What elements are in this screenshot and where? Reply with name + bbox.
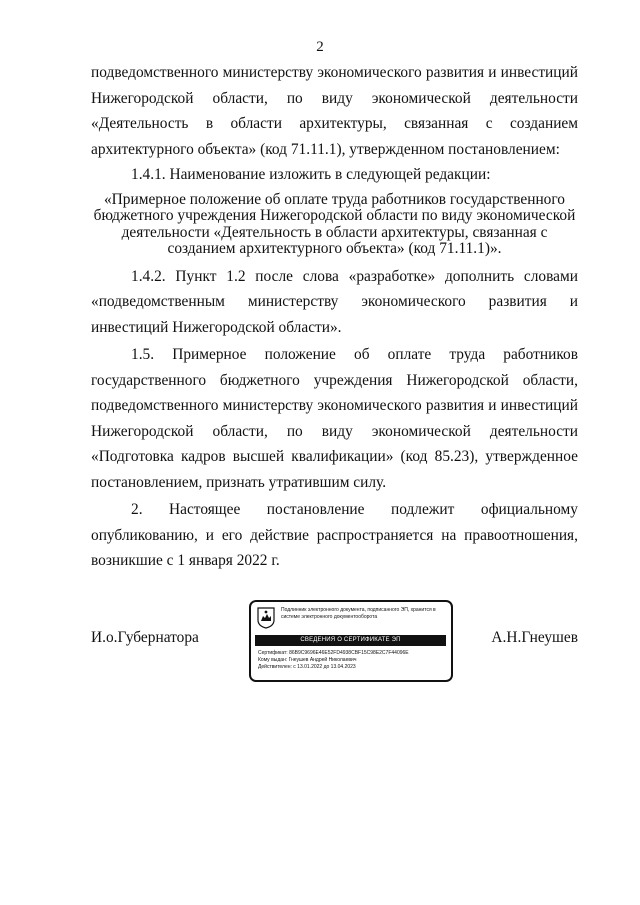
stamp-certificate: Сертификат: 86B9C9696E46E52FD4938CBF15C98E2C7F44096E [258,650,409,656]
stamp-header-text: Подлинник электронного документа, подписанного ЭП, хранится в системе электронного документооборота [281,607,436,620]
paragraph-2: 2. Настоящее постановление подлежит официальному опубликованию, и его действие распространяется на правоотношения, возникшие с 1 января 2022 г. [91,501,578,569]
paragraph-1-4-1: 1.4.1. Наименование изложить в следующей редакции: [131,166,491,183]
paragraph-1-4-2: 1.4.2. Пункт 1.2 после слова «разработке» дополнить словами «подведомственным министерству экономического развития и инвестиций Нижегородской области». [91,267,578,336]
stamp-title-bar: СВЕДЕНИЯ О СЕРТИФИКАТЕ ЭП [255,635,446,646]
signatory-title: И.о.Губернатора [91,629,199,646]
signatory-name: А.Н.Гнеушев [491,629,578,646]
stamp-details [258,650,448,671]
paragraph-continuation: подведомственного министерству экономического развития и инвестиций Нижегородской области, по виду экономической деятельности «Деятельность в области архитектуры, связанная с созданием архитектурного объекта» (код 71.11.1), утвержденном постановлением: [91,64,578,158]
e-signature-stamp [249,600,453,682]
document-body [91,60,578,574]
stamp-validity: Действителен: с 13.01.2022 до 13.04.2023 [258,664,356,670]
quoted-title: «Примерное положение об оплате труда работников государственного бюджетного учреждения Нижегородской области по виду экономической деятельности «Деятельность в области архитектуры, связанная с созданием архитектурного объекта» (код 71.11.1)». [93,190,576,257]
stamp-owner: Кому выдан: Гнеушев Андрей Николаевич [258,657,357,663]
paragraph-1-5: 1.5. Примерное положение об оплате труда работников государственного бюджетного учреждения Нижегородской области, подведомственного министерству экономического развития и инвестиций Нижегородской области, по виду экономической деятельности «Подготовка кадров высшей квалификации» (код 85.23), утвержденное постановлением, признать утратившим силу. [91,346,578,491]
page-number: 2 [316,39,324,55]
coat-of-arms-icon [257,607,275,629]
